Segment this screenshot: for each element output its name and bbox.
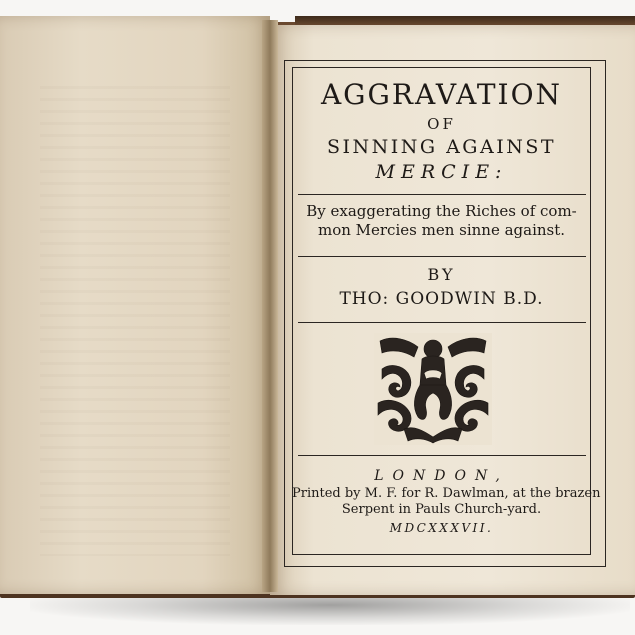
title-line-4: MERCIE:: [375, 161, 508, 183]
rule-before-imprint: [298, 455, 586, 456]
book-gutter: [262, 20, 278, 592]
woodcut-mermaid-ornament-icon: [374, 333, 492, 445]
show-through-text: [40, 86, 230, 556]
subtitle-line-2: mon Mercies men sinne against.: [317, 221, 566, 239]
rule-after-author: [298, 322, 586, 323]
imprint-city: LONDON,: [374, 468, 509, 484]
title-line-3: SINNING AGAINST: [326, 136, 557, 158]
imprint-line-2: Serpent in Pauls Church-yard.: [341, 502, 542, 517]
title-line-1: AGGRAVATION: [320, 78, 563, 111]
author-name: THO: GOODWIN B.D.: [339, 289, 544, 309]
rule-after-title: [298, 194, 586, 195]
subtitle-line-1: By exaggerating the Riches of com-: [306, 202, 577, 220]
title-line-2: OF: [427, 115, 456, 133]
by-line: BY: [427, 265, 456, 284]
imprint-year: MDCXXXVII.: [389, 521, 494, 535]
imprint-line-1: Printed by M. F. for R. Dawlman, at the brazen: [292, 486, 601, 501]
left-blank-page: [0, 16, 270, 594]
rule-after-subtitle: [298, 256, 586, 257]
